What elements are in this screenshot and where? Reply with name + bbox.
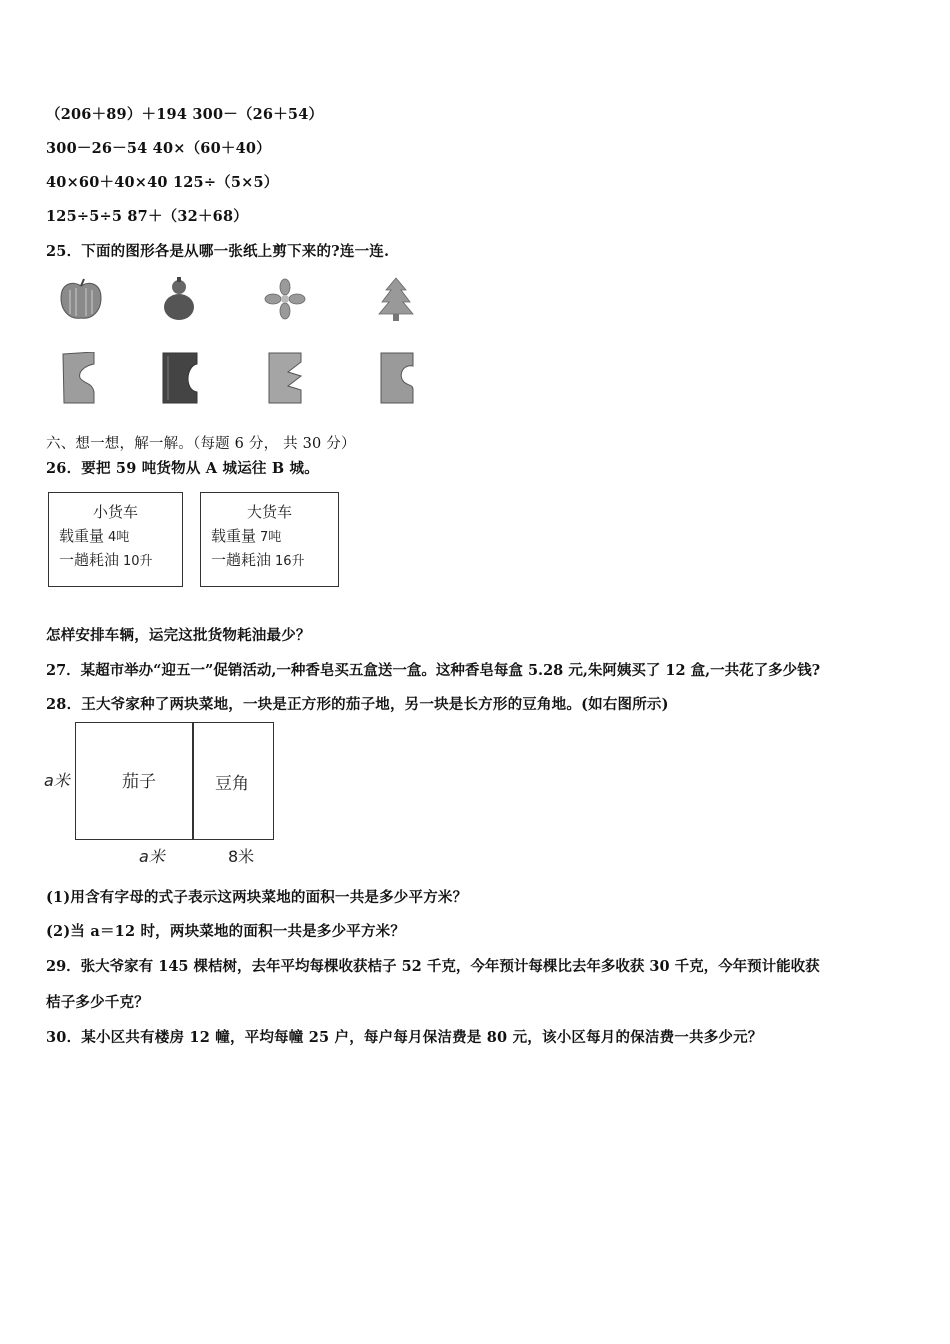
paper-piece-2-icon bbox=[162, 352, 198, 404]
question-26-prompt: 怎样安排车辆，运完这批货物耗油最少？ bbox=[46, 627, 311, 644]
question-27: 27．某超市举办“迎五一”促销活动,一种香皂买五盒送一盒。这种香皂每盒 5.28 元,朱阿姨买了 12 盒,一共花了多少钱? bbox=[46, 662, 821, 679]
big-truck-load-value: 7吨 bbox=[260, 530, 282, 545]
big-truck-fuel-label: 一趟耗油 bbox=[211, 551, 272, 569]
question-29-line-2: 桔子多少千克？ bbox=[46, 994, 149, 1011]
question-28-part-1: (1)用含有字母的式子表示这两块菜地的面积一共是多少平方米？ bbox=[46, 889, 468, 906]
small-truck-load-value: 4吨 bbox=[108, 530, 130, 545]
eggplant-plot bbox=[75, 722, 194, 840]
tree-shape-icon bbox=[376, 276, 416, 322]
big-truck-card bbox=[200, 492, 339, 587]
small-truck-fuel-label: 一趟耗油 bbox=[59, 551, 120, 569]
paper-piece-3-icon bbox=[268, 352, 302, 404]
big-truck-load-label: 载重量 bbox=[211, 527, 257, 545]
eggplant-label: 茄子 bbox=[122, 772, 156, 792]
apple-shape-icon bbox=[58, 278, 104, 322]
calc-row-4: 125÷5÷5 87＋（32＋68） bbox=[46, 208, 248, 225]
calc-row-3: 40×60＋40×40 125÷（5×5） bbox=[46, 174, 279, 191]
small-truck-fuel-value: 10升 bbox=[123, 554, 153, 569]
bottom-a-label: a米 bbox=[139, 847, 165, 866]
paper-piece-1-icon bbox=[62, 352, 96, 404]
small-truck-title: 小货车 bbox=[92, 503, 138, 521]
section-6-heading: 六、想一想，解一解。（每题 6 分， 共 30 分） bbox=[46, 436, 356, 452]
question-28: 28．王大爷家种了两块菜地，一块是正方形的茄子地，另一块是长方形的豆角地。(如右图所示) bbox=[46, 696, 669, 713]
bean-plot bbox=[192, 722, 274, 840]
big-truck-fuel-value: 16升 bbox=[275, 554, 305, 569]
paper-piece-4-icon bbox=[380, 352, 414, 404]
calc-row-1: （206＋89）＋194 300－（26＋54） bbox=[46, 106, 324, 123]
question-28-part-2: (2)当 a＝12 时，两块菜地的面积一共是多少平方米？ bbox=[46, 923, 406, 940]
bean-label: 豆角 bbox=[215, 774, 249, 794]
small-truck-card bbox=[48, 492, 183, 587]
side-a-label: a米 bbox=[44, 771, 70, 790]
question-26: 26．要把 59 吨货物从 A 城运往 B 城。 bbox=[46, 460, 319, 477]
gourd-shape-icon bbox=[160, 276, 198, 322]
question-29-line-1: 29．张大爷家有 145 棵桔树，去年平均每棵收获桔子 52 千克，今年预计每棵比去年多收获 30 千克，今年预计能收获 bbox=[46, 958, 820, 975]
question-25: 25．下面的图形各是从哪一张纸上剪下来的?连一连. bbox=[46, 243, 390, 260]
small-truck-load-label: 载重量 bbox=[59, 527, 105, 545]
garden-diagram bbox=[44, 722, 284, 867]
flower-shape-icon bbox=[264, 278, 306, 320]
bottom-8-label: 8米 bbox=[228, 847, 255, 866]
calc-row-2: 300－26－54 40×（60＋40） bbox=[46, 140, 271, 157]
question-30: 30．某小区共有楼房 12 幢，平均每幢 25 户，每户每月保洁费是 80 元，该小区每月的保洁费一共多少元？ bbox=[46, 1029, 763, 1046]
big-truck-title: 大货车 bbox=[246, 503, 292, 521]
